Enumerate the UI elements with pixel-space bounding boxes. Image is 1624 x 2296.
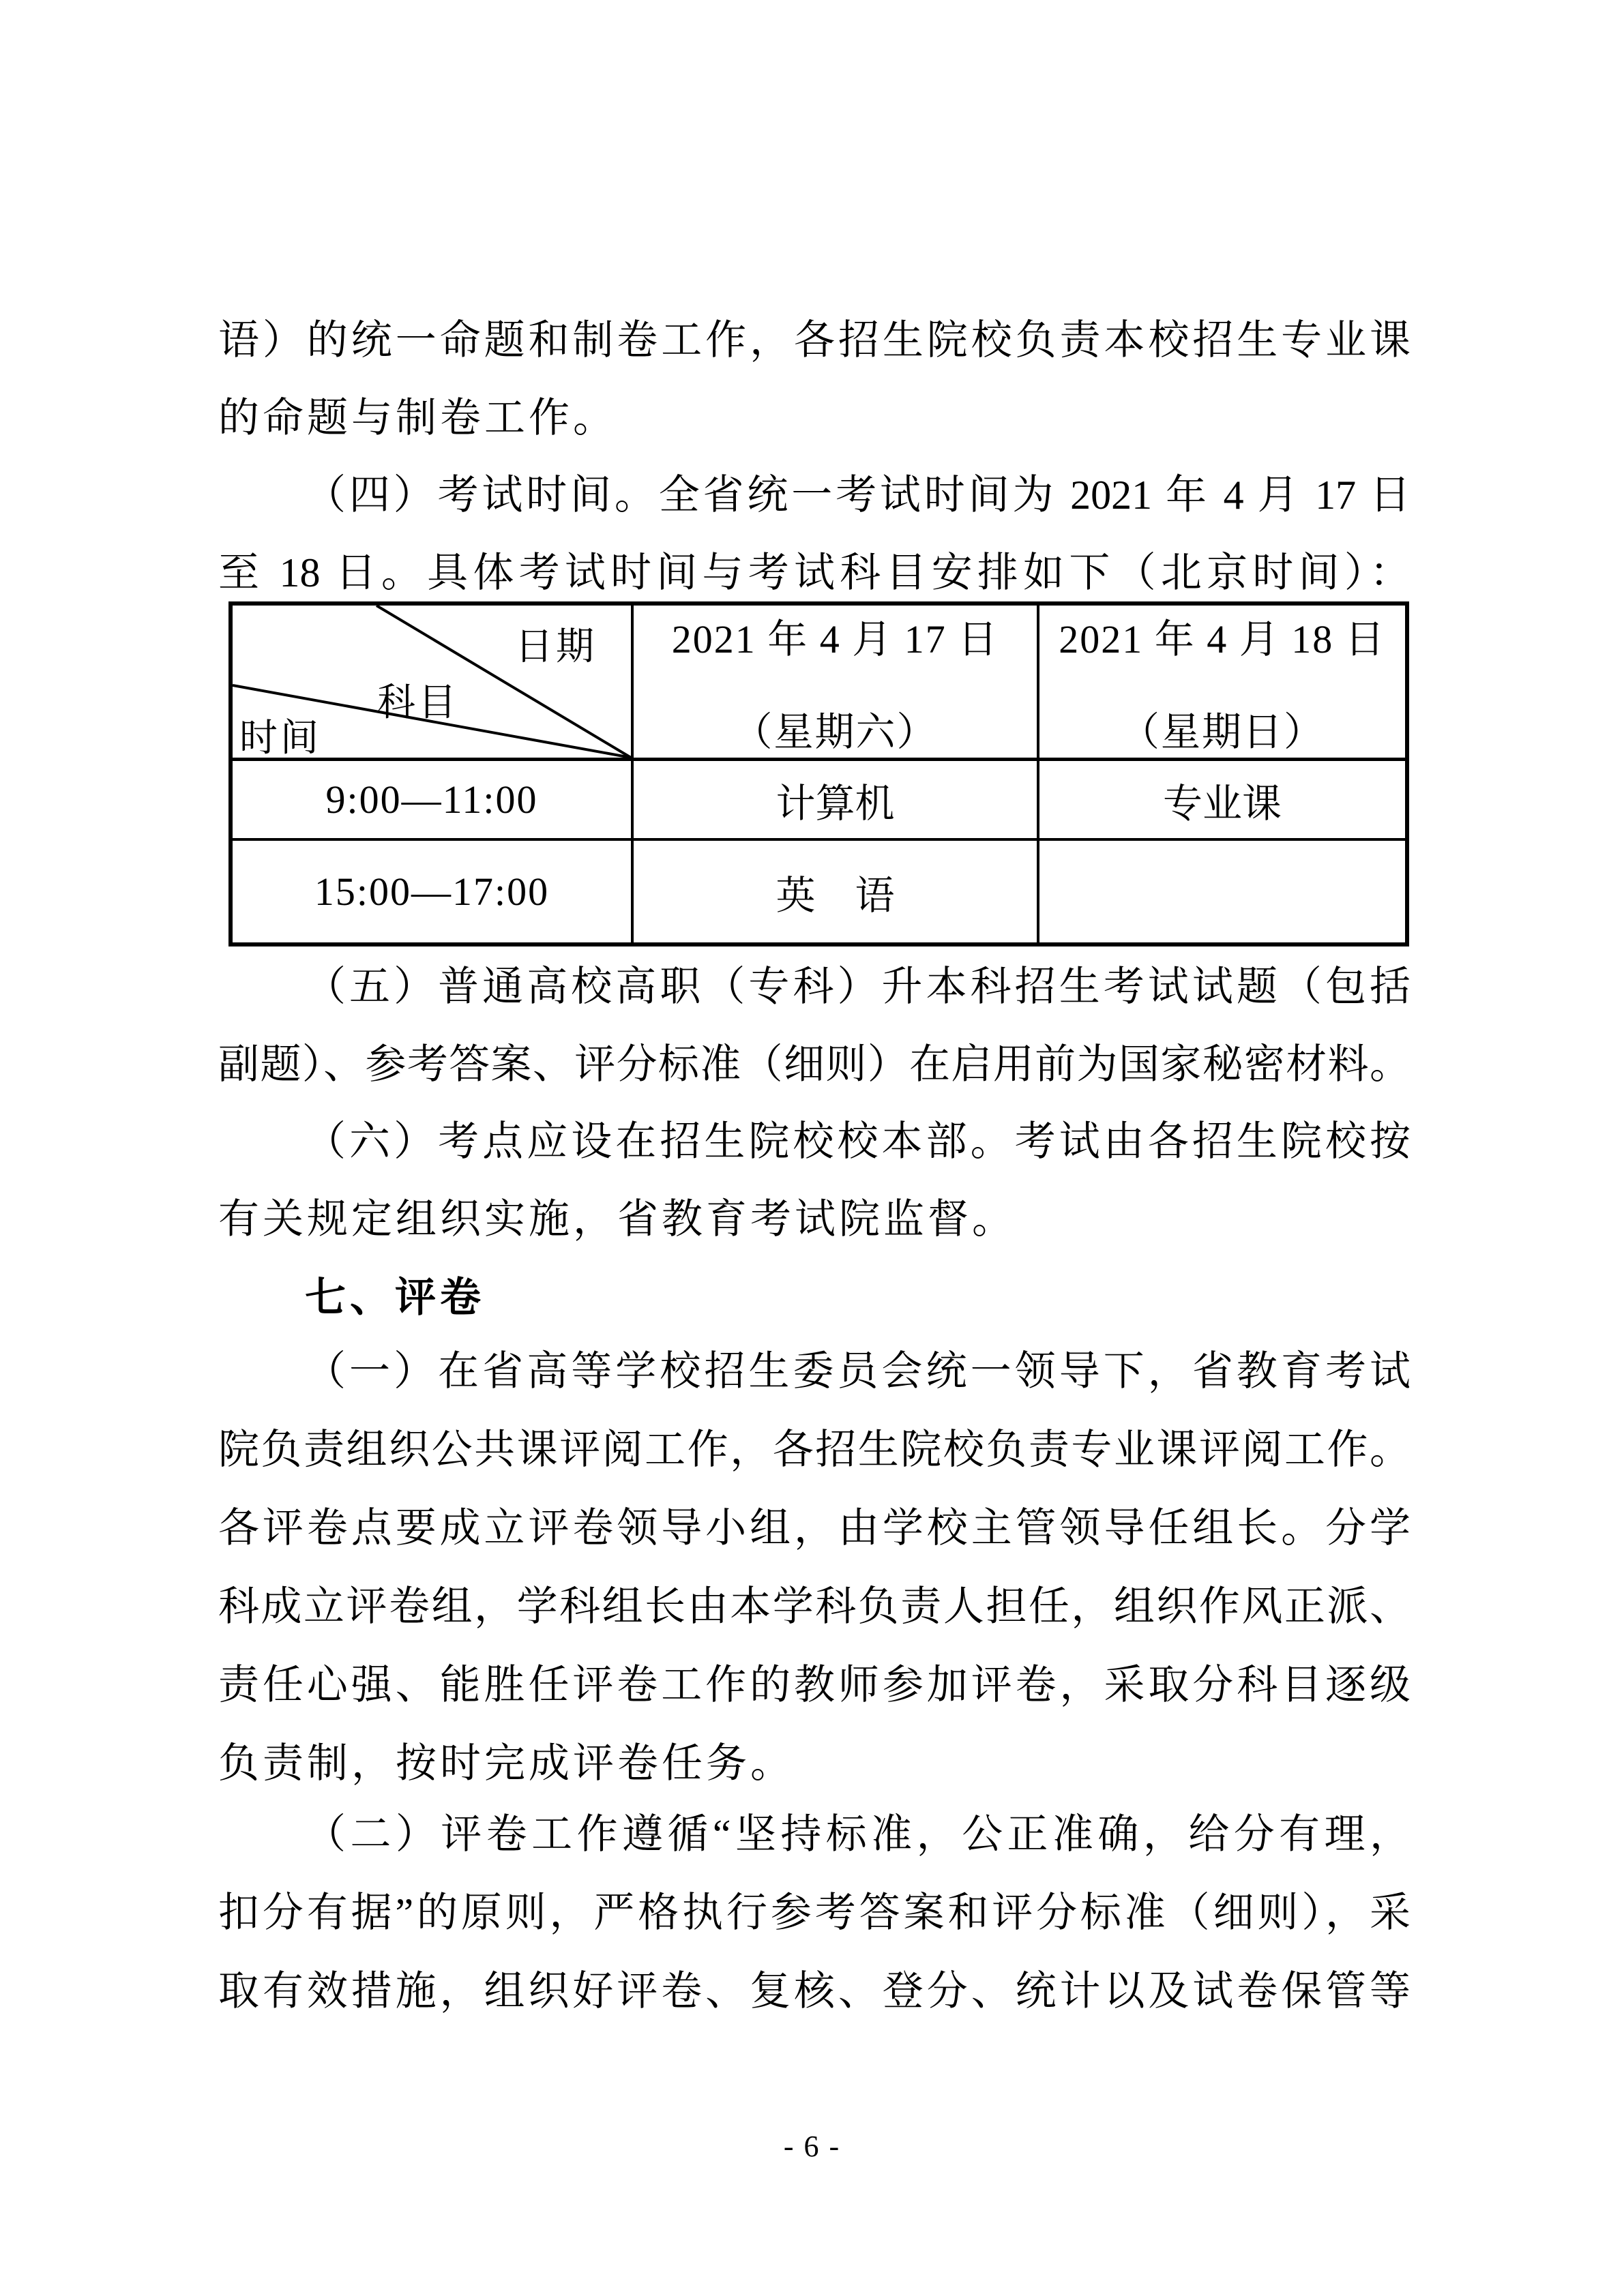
day1-date: 2021 年 4 月 17 日 <box>671 616 999 661</box>
paragraph-group-mid <box>218 949 1411 1258</box>
text-line: （二）评卷工作遵循“坚持标准，公正准确，给分有理， <box>305 1812 1411 1857</box>
table-header-day1 <box>634 606 1039 761</box>
text-line: 各评卷点要成立评卷领导小组，由学校主管领导任组长。分学 <box>218 1506 1411 1551</box>
table-cell-day2-row2 <box>1039 841 1405 942</box>
table-cell-time-2: 15:00—17:00 <box>233 841 634 942</box>
table-cell-day2-row1: 专业课 <box>1039 761 1405 841</box>
section-heading: 七、评卷 <box>305 1274 485 1320</box>
text-line: 责任心强、能胜任评卷工作的教师参加评卷，采取分科目逐级 <box>218 1663 1411 1708</box>
exam-schedule-table <box>228 601 1409 946</box>
text-line: 负责制，按时完成评卷任务。 <box>218 1741 795 1786</box>
corner-label-subject: 科目 <box>377 682 459 724</box>
day2-date: 2021 年 4 月 18 日 <box>1059 616 1386 661</box>
corner-label-time: 时间 <box>239 717 321 760</box>
text-line: 有关规定组织实施，省教育考试院监督。 <box>218 1196 1016 1242</box>
corner-header-cell <box>233 606 634 761</box>
page-number: - 6 - <box>783 2130 841 2163</box>
text-line: 扣分有据”的原则，严格执行参考答案和评分标准（细则），采 <box>218 1890 1411 1935</box>
text-line: 院负责组织公共课评阅工作，各招生院校负责专业课评阅工作。 <box>218 1427 1411 1472</box>
text-line: 副题）、参考答案、评分标准（细则）在启用前为国家秘密材料。 <box>218 1041 1411 1087</box>
text-line: （五）普通高校高职（专科）升本科招生考试试题（包括 <box>305 964 1411 1009</box>
paragraph-group-top <box>218 302 1411 612</box>
text-line: （四）考试时间。全省统一考试时间为 2021 年 4 月 17 日 <box>305 473 1411 518</box>
table-cell-day1-row2: 英 语 <box>634 841 1039 942</box>
text-line: 科成立评卷组，学科组长由本学科负责人担任，组织作风正派、 <box>218 1584 1411 1629</box>
text-line: 语）的统一命题和制卷工作，各招生院校负责本校招生专业课 <box>218 318 1411 363</box>
paragraph-group-sec2 <box>218 1795 1411 2031</box>
text-line: 至 18 日。具体考试时间与考试科目安排如下（北京时间）： <box>218 550 1411 595</box>
corner-label-date: 日期 <box>515 626 597 668</box>
text-line: （六）考点应设在招生院校校本部。考试由各招生院校按 <box>305 1119 1411 1164</box>
section-heading-block <box>218 1258 1411 1337</box>
text-line: （一）在省高等学校招生委员会统一领导下，省教育考试 <box>305 1349 1411 1394</box>
day1-week: （星期六） <box>733 709 938 754</box>
table-header-day2 <box>1039 606 1405 761</box>
text-line: 取有效措施，组织好评卷、复核、登分、统计以及试卷保管等 <box>218 1969 1411 2014</box>
text-line: 的命题与制卷工作。 <box>218 395 617 441</box>
paragraph-group-sec1 <box>218 1332 1411 1803</box>
day2-week: （星期日） <box>1119 709 1325 754</box>
table-cell-time-1: 9:00—11:00 <box>233 761 634 841</box>
table-cell-day1-row1: 计算机 <box>634 761 1039 841</box>
